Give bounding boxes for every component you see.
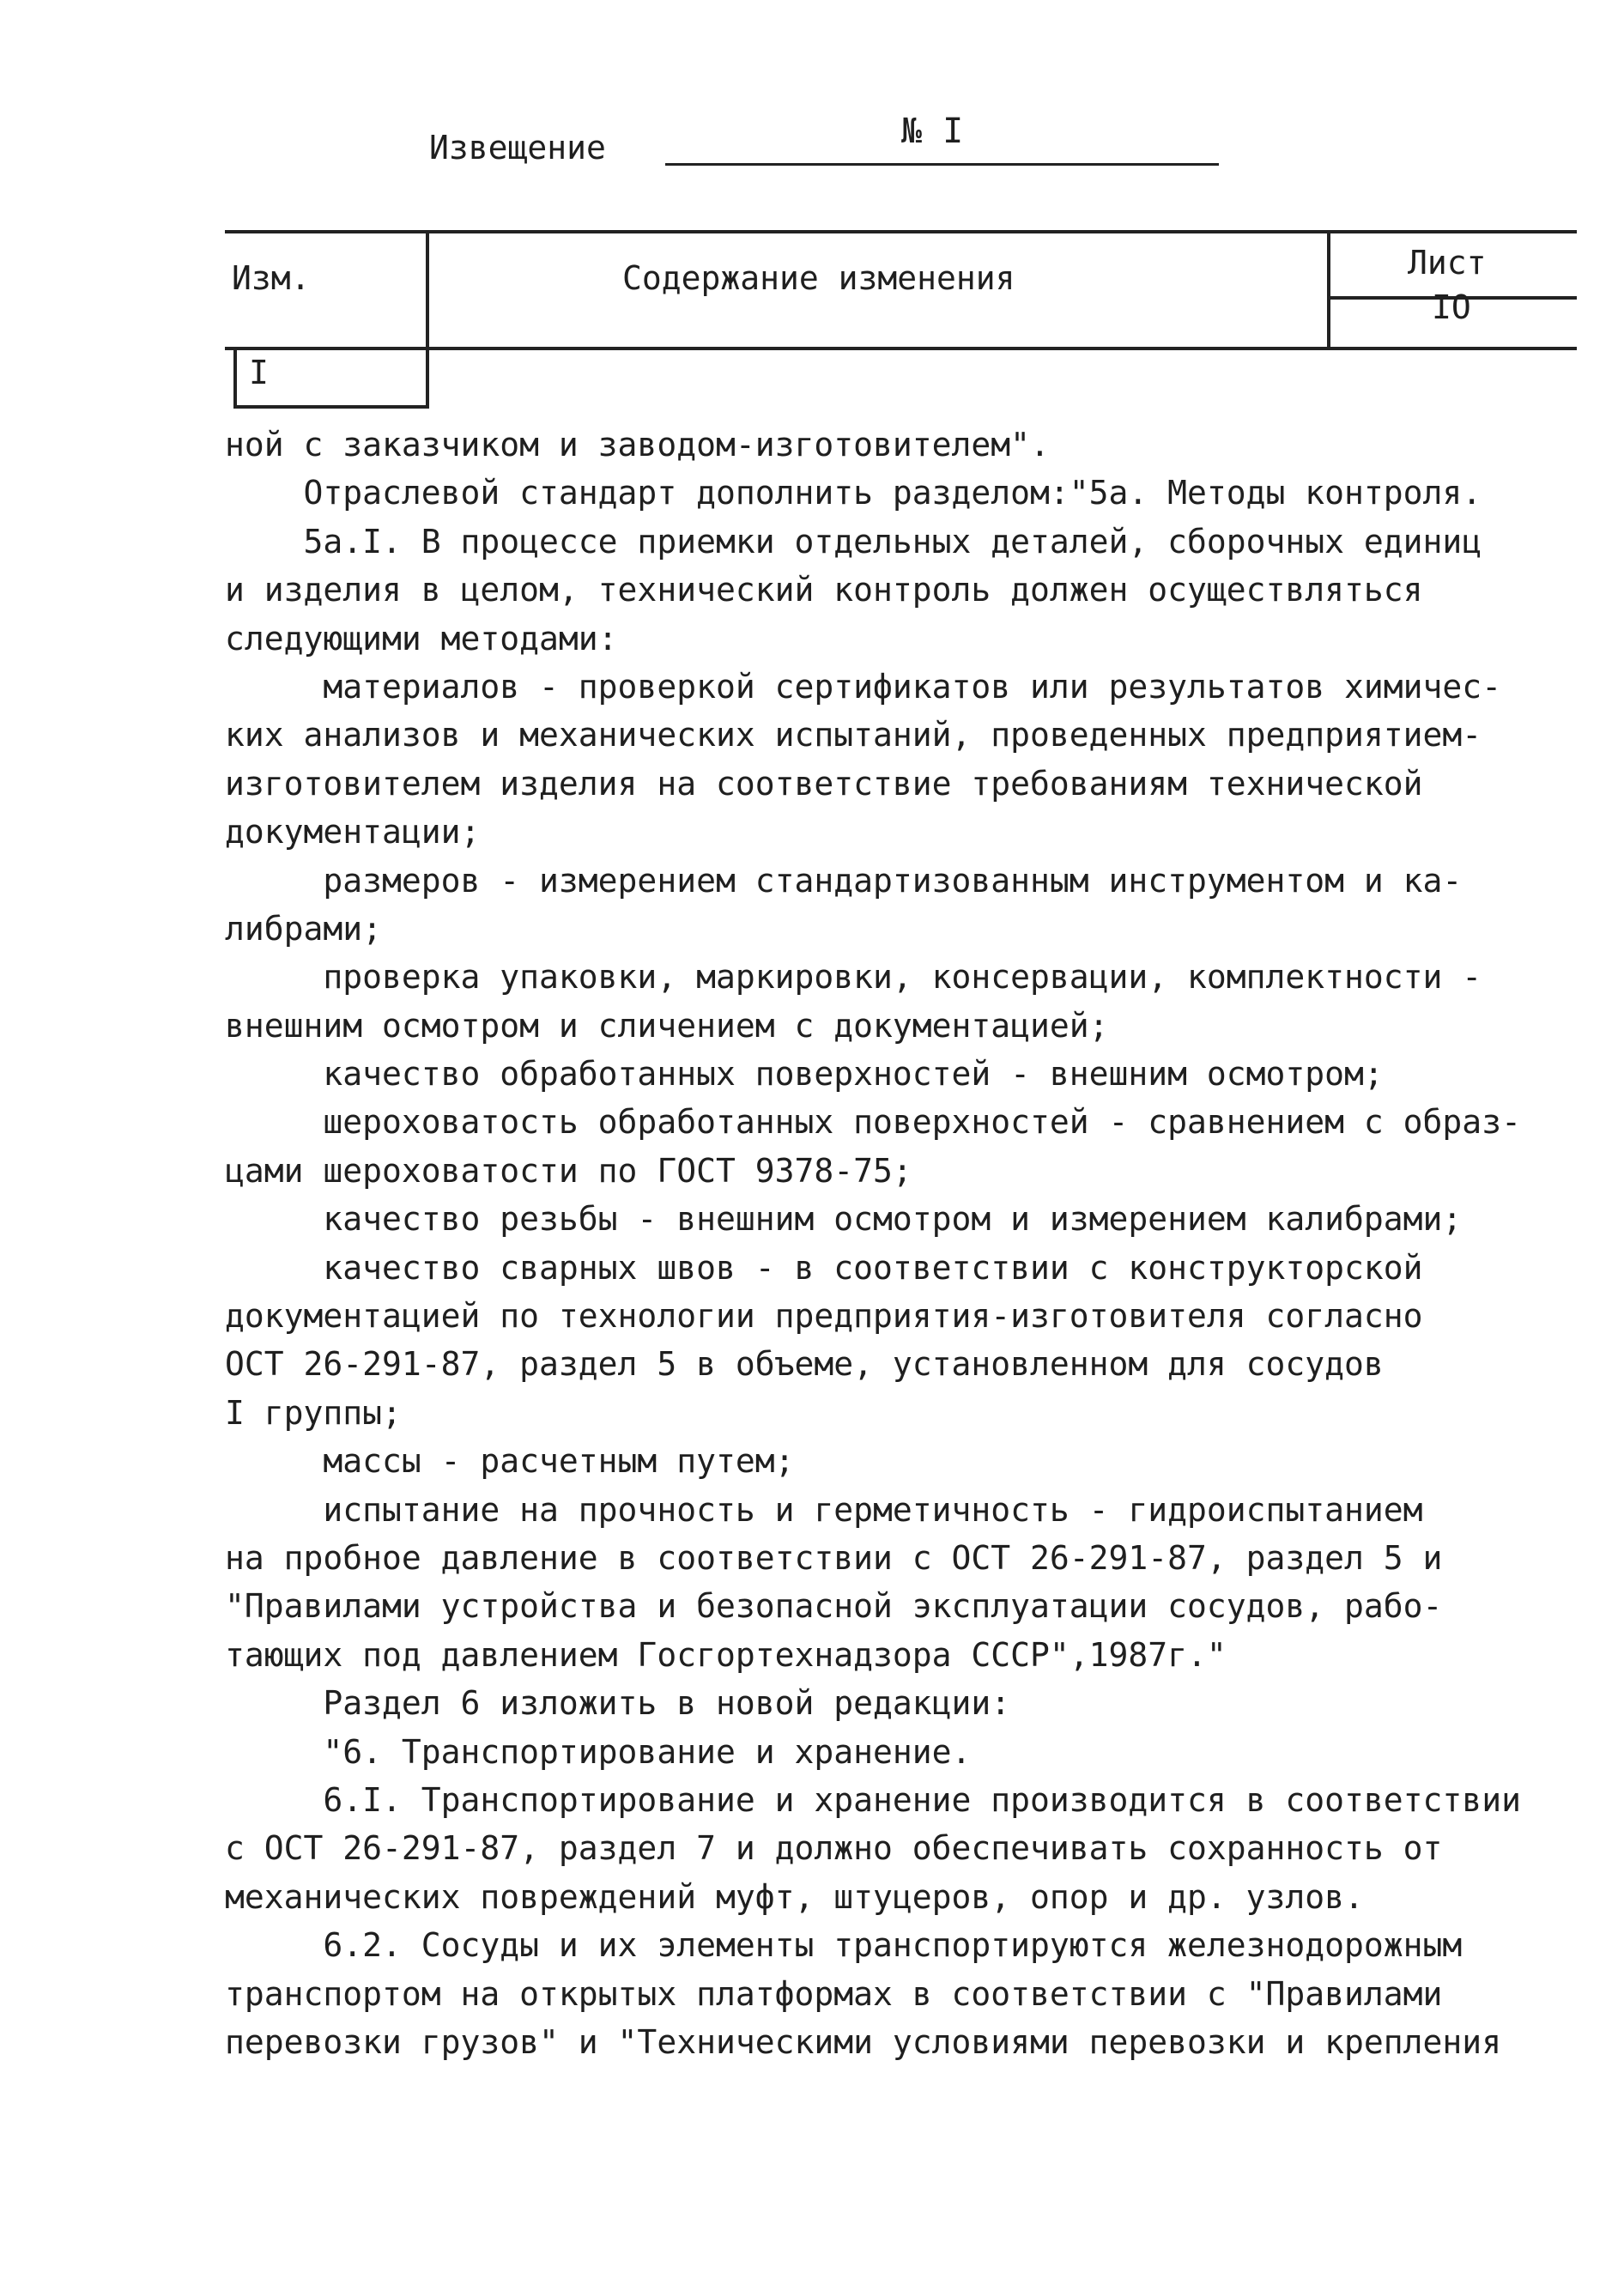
text-line: ОСТ 26-291-87, раздел 5 в объеме, установленном для сосудов xyxy=(225,1345,1384,1384)
col-sheet-header: Лист xyxy=(1408,244,1487,282)
text-line: ной с заказчиком и заводом-изготовителем". xyxy=(225,426,1050,464)
text-line: материалов - проверкой сертификатов или результатов химичес- xyxy=(225,667,1502,706)
text-line: механических повреждений муфт, штуцеров, опор и др. узлов. xyxy=(225,1877,1364,1916)
text-line: массы - расчетным путем; xyxy=(225,1442,795,1481)
change-cell-left-line xyxy=(233,347,237,407)
text-line: либрами; xyxy=(225,909,383,948)
table-divider-right xyxy=(1327,230,1330,349)
text-line: перевозки грузов" и "Техническими условиями перевозки и крепления xyxy=(225,2022,1502,2061)
text-line: документацией по технологии предприятия-изготовителя согласно xyxy=(225,1297,1423,1336)
notice-number: № I xyxy=(901,112,964,151)
text-line: с ОСТ 26-291-87, раздел 7 и должно обеспечивать сохранность от xyxy=(225,1829,1443,1868)
text-line: испытание на прочность и герметичность - гидроиспытанием xyxy=(225,1490,1423,1529)
change-cell-bottom-line xyxy=(233,405,429,409)
col-content-header: Содержание изменения xyxy=(622,259,1015,297)
text-line: 6.I. Транспортирование и хранение производится в соответствии xyxy=(225,1780,1521,1819)
text-line: тающих под давлением Госгортехнадзора СССР",1987г." xyxy=(225,1635,1227,1674)
text-line: на пробное давление в соответствии с ОСТ 26-291-87, раздел 5 и xyxy=(225,1538,1443,1577)
text-line: 6.2. Сосуды и их элементы транспортируются железнодорожным xyxy=(225,1926,1463,1965)
text-line: и изделия в целом, технический контроль должен осуществляться xyxy=(225,571,1423,609)
text-line: транспортом на открытых платформах в соответствии с "Правилами xyxy=(225,1974,1443,2013)
text-line: документации; xyxy=(225,813,481,852)
text-line: размеров - измерением стандартизованным инструментом и ка- xyxy=(225,861,1463,900)
col-change-header: Изм. xyxy=(232,259,311,297)
text-line: качество обработанных поверхностей - внешним осмотром; xyxy=(225,1055,1384,1094)
text-line: 5а.I. В процессе приемки отдельных деталей, сборочных единиц xyxy=(225,522,1482,561)
text-line: ких анализов и механических испытаний, проведенных предприятием- xyxy=(225,716,1482,755)
text-line: внешним осмотром и сличением с документацией; xyxy=(225,1006,1109,1045)
notice-label: Извещение xyxy=(429,129,606,167)
text-line: изготовителем изделия на соответствие требованиям технической xyxy=(225,764,1423,803)
notice-underline xyxy=(665,163,1219,166)
text-line: качество сварных швов - в соответствии с конструкторской xyxy=(225,1248,1423,1287)
text-line: Отраслевой стандарт дополнить разделом:"5а. Методы контроля. xyxy=(225,474,1482,512)
text-line: следующими методами: xyxy=(225,619,618,658)
sheet-number: IO xyxy=(1432,288,1471,326)
body-text xyxy=(225,421,1564,2066)
text-line: "Правилами устройства и безопасной эксплуатации сосудов, рабо- xyxy=(225,1587,1443,1626)
text-line: цами шероховатости по ГОСТ 9378-75; xyxy=(225,1151,912,1190)
text-line: проверка упаковки, маркировки, консервации, комплектности - xyxy=(225,958,1482,997)
text-line: Раздел 6 изложить в новой редакции: xyxy=(225,1684,1011,1723)
text-line: "6. Транспортирование и хранение. xyxy=(225,1732,972,1771)
text-line: I группы; xyxy=(225,1393,402,1432)
text-line: качество резьбы - внешним осмотром и измерением калибрами; xyxy=(225,1200,1463,1239)
table-divider-left xyxy=(426,230,429,407)
text-line: шероховатость обработанных поверхностей - сравнением с образ- xyxy=(225,1103,1521,1142)
change-number: I xyxy=(249,354,269,391)
